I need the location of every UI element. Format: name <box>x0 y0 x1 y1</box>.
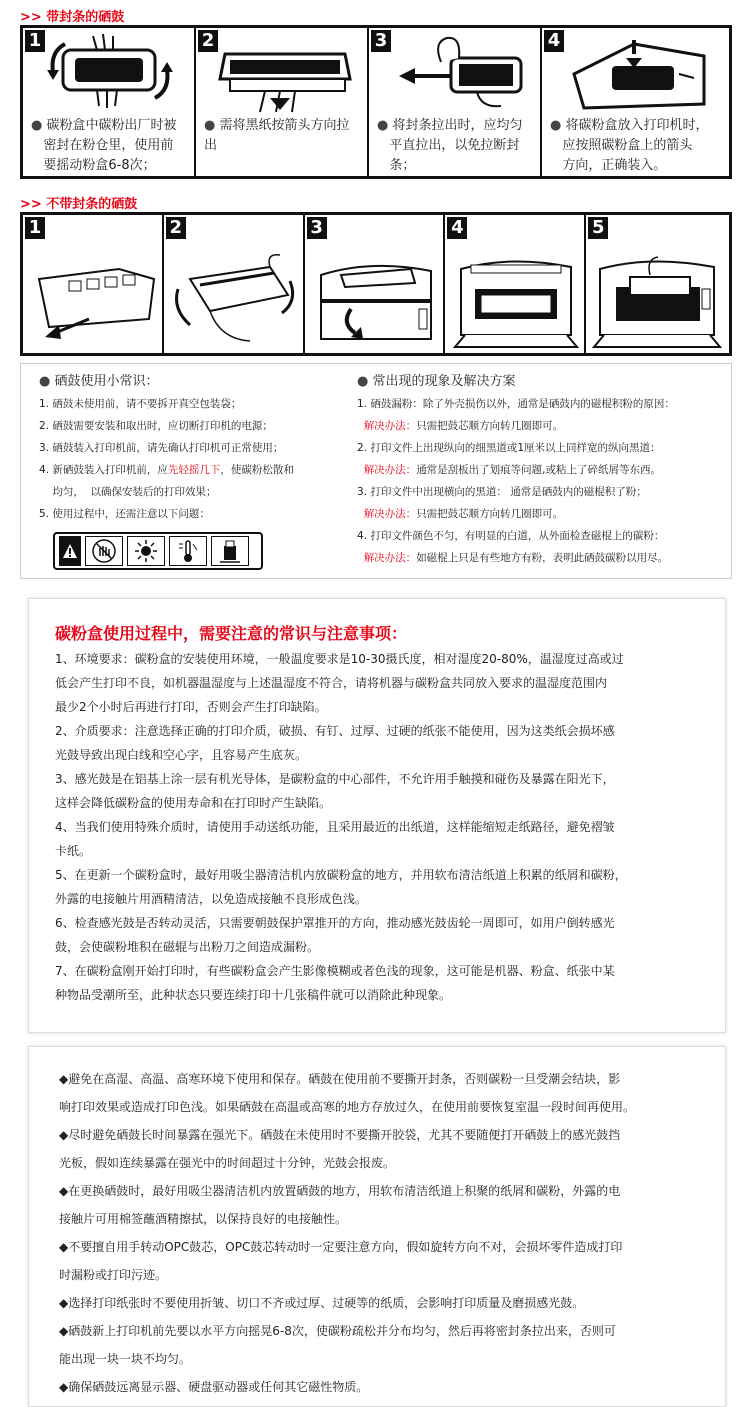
step-number: 2 <box>166 217 186 239</box>
precautions-title: 碳粉盒使用过程中，需要注意的常识与注意事项： <box>55 624 408 643</box>
tip-item: 2. 硒鼓需要安装和取出时，应切断打印机的电源； <box>39 420 273 432</box>
warning-icon <box>59 536 81 566</box>
pull-black-paper-illustration <box>210 34 360 114</box>
storage-tips-box <box>28 1046 726 1407</box>
precaution-paragraph: 3、感光鼓是在铝基上涂一层有机光导体，是碳粉盒的中心部件，不允许用手触摸和碰伤及暴露在阳光下， 这样会降低碳粉盒的使用寿命和在打印时产生缺陷。 <box>55 772 615 810</box>
step-number: 5 <box>588 217 608 239</box>
tip-item: 均匀， 以确保安装后的打印效果； <box>39 486 217 498</box>
step-caption: ● 将封条拉出时，应均匀 平直拉出，以免拉断封 条； <box>377 118 523 173</box>
pull-seal-illustration <box>381 32 531 112</box>
seal-step-3 <box>369 28 542 176</box>
solution-item: 解决办法：只需把鼓芯顺方向转几圈即可。 <box>363 508 564 520</box>
remove-cartridge-illustration <box>29 249 159 349</box>
tip-item: 4. 新硒鼓装入打印机前，应先轻摇几下，使碳粉松散和 <box>39 464 294 476</box>
solution-item: 解决办法：只需把鼓芯顺方向转几圈即可。 <box>363 420 564 432</box>
step-number: 1 <box>25 30 45 52</box>
precaution-paragraph: 2、介质要求：注意选择正确的打印介质，破损、有钉、过厚、过硬的纸张不能使用，因为这类纸会损坏感 光鼓导致出现白线和空心字，且容易产生底灰。 <box>55 724 615 762</box>
problem-item: 4. 打印文件颜色不匀，有明显的白道，从外面检查磁棍上的碳粉： <box>357 530 665 542</box>
step-caption: ● 碳粉盒中碳粉出厂时被 密封在粉仓里，使用前 要摇动粉盒6-8次； <box>31 118 177 173</box>
section-title-without-seal: >> 不带封条的硒鼓 <box>20 197 138 212</box>
seal-step-2 <box>196 28 369 176</box>
problems-title: ● 常出现的现象及解决方案 <box>357 374 516 389</box>
step-caption: ● 将碳粉盒放入打印机时， 应按照碳粉盒上的箭头 方向，正确装入。 <box>550 118 709 173</box>
storage-tip: ◆尽时避免硒鼓长时间暴露在强光下。硒鼓在未使用时不要撕开胶袋，尤其不要随便打开硒鼓上的感光鼓挡 光板，假如连续暴露在强光中的时间超过十分钟，光鼓会报废。 <box>59 1128 621 1170</box>
precaution-paragraph: 4、当我们使用特殊介质时，请使用手动送纸功能，且采用最近的出纸道，这样能缩短走纸路径，避免褶皱 卡纸。 <box>55 820 615 858</box>
noseal-step-4 <box>445 215 586 353</box>
steps-panel-without-seal <box>20 212 732 356</box>
steps-panel-with-seal <box>20 25 732 179</box>
noseal-step-2 <box>164 215 305 353</box>
printer-open-illustration <box>451 249 581 349</box>
step-number: 3 <box>371 30 391 52</box>
temperature-icon <box>169 536 207 566</box>
problem-item: 3. 打印文件中出现横向的黑道： 通常是硒鼓内的磁棍积了粉； <box>357 486 647 498</box>
step-number: 4 <box>544 30 564 52</box>
tip-item: 1. 硒鼓未使用前，请不要拆开真空包装袋； <box>39 398 242 410</box>
seal-step-1 <box>23 28 196 176</box>
open-printer-cover-illustration <box>311 249 441 349</box>
step-number: 3 <box>307 217 327 239</box>
tips-box <box>20 363 732 579</box>
step-caption: ● 需将黑纸按箭头方向拉出 <box>204 118 350 153</box>
no-touch-icon <box>85 536 123 566</box>
tip-item: 5. 使用过程中，还需注意以下问题： <box>39 508 210 520</box>
storage-tip: ◆不要擅自用手转动OPC鼓芯，OPC鼓芯转动时一定要注意方向，假如旋转方向不对，会损坏零件造成打印 时漏粉或打印污迹。 <box>59 1240 623 1282</box>
usage-tips <box>39 370 294 525</box>
rock-cartridge-illustration <box>170 249 300 349</box>
storage-tip: ◆确保硒鼓远离显示器、硬盘驱动器或任何其它磁性物质。 <box>59 1380 369 1394</box>
problem-item: 1. 硒鼓漏粉：除了外壳损伤以外，通常是硒鼓内的磁棍积粉的原因： <box>357 398 675 410</box>
solution-item: 解决办法：通常是刮板出了划痕等问题,或粘上了碎纸屑等东西。 <box>363 464 662 476</box>
noseal-step-1 <box>23 215 164 353</box>
shake-cartridge-illustration <box>35 32 185 112</box>
noseal-step-3 <box>305 215 446 353</box>
warning-icons-strip <box>53 532 263 570</box>
usage-tips-title: ● 硒鼓使用小常识： <box>39 374 159 389</box>
precautions-box <box>28 598 726 1033</box>
storage-tip: ◆在更换硒鼓时，最好用吸尘器清洁机内放置硒鼓的地方，用软布清洁纸道上积聚的纸屑和碳粉，外露的电 接触片可用棉签蘸酒精擦拭，以保持良好的电接触性。 <box>59 1184 621 1226</box>
storage-tip: ◆选择打印纸张时不要使用折皱、切口不齐或过厚、过硬等的纸质，会影响打印质量及磨损感光鼓。 <box>59 1296 585 1310</box>
tip-item: 3. 硒鼓装入打印机前，请先确认打印机可正常使用； <box>39 442 284 454</box>
precaution-paragraph: 5、在更新一个碳粉盒时，最好用吸尘器清洁机内放碳粉盒的地方，并用软布清洁纸道上积累的纸屑和碳粉， 外露的电接触片用酒精清洁，以免造成接触不良形成色浅。 <box>55 868 627 906</box>
section-title-with-seal: >> 带封条的硒鼓 <box>20 10 125 25</box>
noseal-step-5 <box>586 215 729 353</box>
step-number: 2 <box>198 30 218 52</box>
no-sunlight-icon <box>127 536 165 566</box>
problem-item: 2. 打印文件上出现纵向的细黑道或1厘米以上同样宽的纵向黑道： <box>357 442 661 454</box>
storage-tip: ◆硒鼓新上打印机前先要以水平方向摇晃6-8次，使碳粉疏松并分布均匀，然后再将密封条拉出来，否则可 能出现一块一块不均匀。 <box>59 1324 616 1366</box>
seal-step-4 <box>542 28 729 176</box>
precaution-paragraph: 1、环境要求：碳粉盒的安装使用环境，一般温度要求是10-30摄氏度，相对湿度20-80%，温湿度过高或过 低会产生打印不良，如机器温湿度与上述温湿度不符合，请将机器与碳粉盒共同放入要求的温湿度范围内 最少2个小时后再进行打印，否则会产生打印缺陷。 <box>55 652 624 714</box>
solution-item: 解决办法：如磁棍上只是有些地方有粉，表明此硒鼓碳粉以用尽。 <box>363 552 669 564</box>
precaution-paragraph: 7、在碳粉盒刚开始打印时，有些碳粉盒会产生影像模糊或者色浅的现象，这可能是机器、粉盒、纸张中某 种物品受潮所至，此种状态只要连续打印十几张稿件就可以消除此种现象。 <box>55 964 615 1002</box>
step-number: 4 <box>447 217 467 239</box>
problems-solutions <box>357 370 675 569</box>
step-number: 1 <box>25 217 45 239</box>
keep-upright-icon <box>211 536 249 566</box>
insert-cartridge-illustration <box>564 34 714 114</box>
storage-tip: ◆避免在高湿、高温、高寒环境下使用和保存。硒鼓在使用前不要撕开封条，否则碳粉一旦受潮会结块，影 响打印效果或造成打印色浅。如果硒鼓在高温或高寒的地方存放过久，在使用前要恢复室温一段时间再使用。 <box>59 1072 636 1114</box>
install-cartridge-illustration <box>590 249 724 349</box>
precaution-paragraph: 6、检查感光鼓是否转动灵活，只需要朝鼓保护罩推开的方向，推动感光鼓齿轮一周即可，如用户倒转感光 鼓，会使碳粉堆积在磁辊与出粉刀之间造成漏粉。 <box>55 916 615 954</box>
